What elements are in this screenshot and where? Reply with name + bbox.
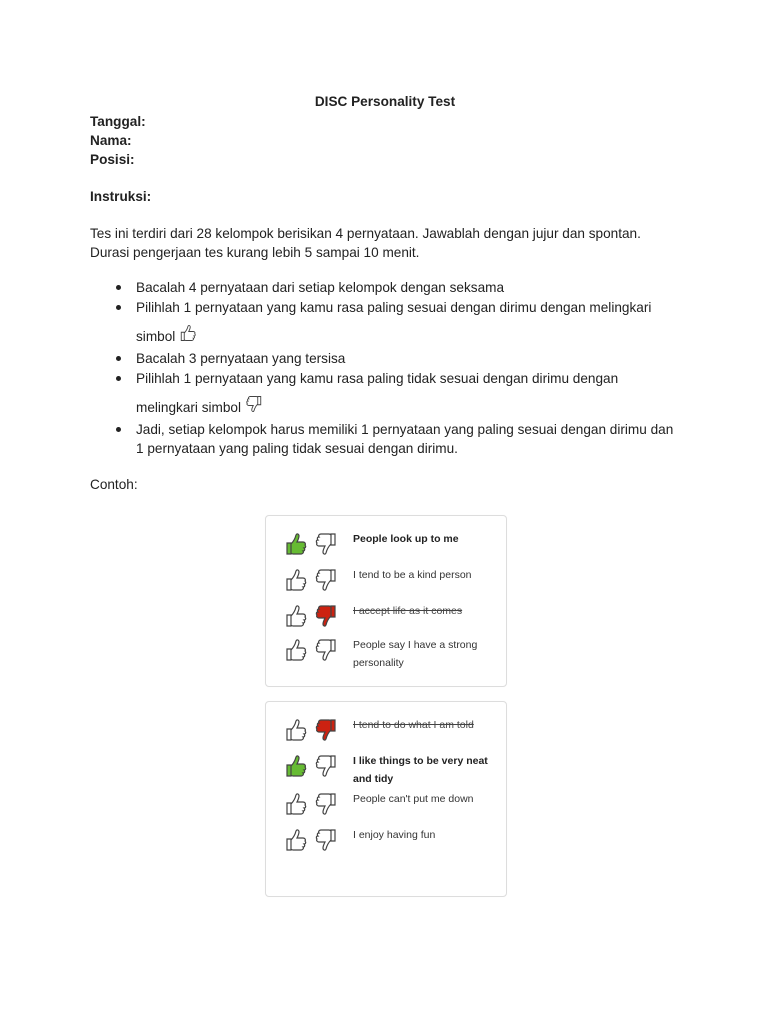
statement-text: I accept life as it comes bbox=[353, 605, 463, 617]
instruction-item: Jadi, setiap kelompok harus memiliki 1 pernyataan yang paling sesuai dengan dirimu dan 1 pernyataan yang paling tidak sesuai dengan dirimu. bbox=[90, 420, 680, 458]
thumbs-up-icon[interactable] bbox=[284, 602, 308, 630]
statement-text: I tend to do what I am told bbox=[353, 719, 474, 731]
instruction-item: Bacalah 4 pernyataan dari setiap kelompok dengan seksama bbox=[90, 278, 680, 297]
thumbs-up-icon bbox=[179, 323, 197, 348]
vote-icons bbox=[284, 716, 340, 746]
instruction-item: Pilihlah 1 pernyataan yang kamu rasa paling sesuai dengan dirimu dengan melingkari simbol bbox=[90, 298, 680, 348]
spacer bbox=[90, 206, 680, 224]
vote-icons bbox=[284, 636, 340, 666]
statement-text: People say I have a strong personality bbox=[353, 639, 478, 669]
instruction-item: Bacalah 3 pernyataan yang tersisa bbox=[90, 349, 680, 368]
thumbs-up-icon[interactable] bbox=[284, 826, 308, 854]
vote-icons bbox=[284, 530, 340, 560]
thumbs-down-icon[interactable] bbox=[314, 530, 338, 558]
document-title: DISC Personality Test bbox=[314, 94, 456, 109]
thumbs-down-icon[interactable] bbox=[314, 790, 338, 818]
field-tanggal: Tanggal: bbox=[90, 114, 146, 129]
vote-icons bbox=[284, 602, 340, 632]
contoh-label: Contoh: bbox=[90, 477, 138, 492]
thumbs-up-icon[interactable] bbox=[284, 716, 308, 744]
thumbs-down-selected-icon[interactable] bbox=[314, 716, 338, 744]
thumbs-down-icon[interactable] bbox=[314, 752, 338, 780]
statement-text: I enjoy having fun bbox=[353, 829, 436, 841]
spacer bbox=[90, 169, 680, 187]
intro-paragraph: Tes ini terdiri dari 28 kelompok berisikan 4 pernyataan. Jawablah dengan jujur dan spontan. Durasi pengerjaan tes kurang lebih 5 sampai 10 menit. bbox=[90, 226, 641, 260]
thumbs-down-icon[interactable] bbox=[314, 826, 338, 854]
instruction-item: Pilihlah 1 pernyataan yang kamu rasa paling tidak sesuai dengan dirimu dengan melingkari simbol bbox=[90, 369, 680, 419]
instruction-list bbox=[90, 278, 680, 458]
thumbs-up-selected-icon[interactable] bbox=[284, 752, 308, 780]
thumbs-down-icon bbox=[245, 394, 263, 419]
thumbs-down-icon[interactable] bbox=[314, 566, 338, 594]
field-posisi: Posisi: bbox=[90, 152, 135, 167]
statement-text: I tend to be a kind person bbox=[353, 569, 472, 581]
instruksi-heading: Instruksi: bbox=[90, 189, 152, 204]
thumbs-down-icon[interactable] bbox=[314, 636, 338, 664]
vote-icons bbox=[284, 790, 340, 820]
thumbs-up-selected-icon[interactable] bbox=[284, 530, 308, 558]
statement-text: People can't put me down bbox=[353, 793, 474, 805]
field-nama: Nama: bbox=[90, 133, 132, 148]
document-body bbox=[90, 92, 680, 494]
thumbs-down-selected-icon[interactable] bbox=[314, 602, 338, 630]
vote-icons bbox=[284, 826, 340, 856]
example-card-2 bbox=[265, 701, 507, 897]
thumbs-up-icon[interactable] bbox=[284, 636, 308, 664]
vote-icons bbox=[284, 752, 340, 782]
statement-text: I like things to be very neat and tidy bbox=[353, 755, 488, 785]
statement-text: People look up to me bbox=[353, 533, 459, 545]
vote-icons bbox=[284, 566, 340, 596]
thumbs-up-icon[interactable] bbox=[284, 790, 308, 818]
example-card-1 bbox=[265, 515, 507, 687]
thumbs-up-icon[interactable] bbox=[284, 566, 308, 594]
